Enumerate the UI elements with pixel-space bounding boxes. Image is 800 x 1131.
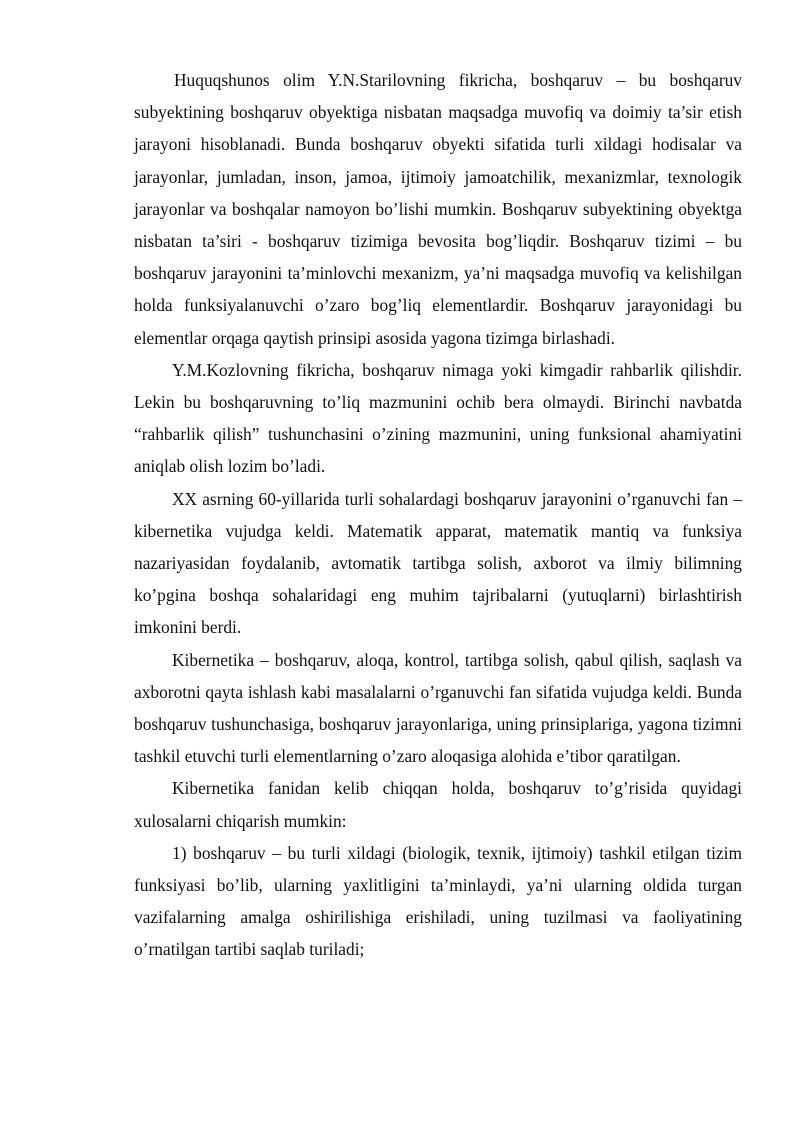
paragraph-starilov-definition: Huquqshunos olim Y.N.Starilovning fikricha, boshqaruv – bu boshqaruv subyektining boshqaruv obyektiga nisbatan maqsadga muvofiq va doimiy ta’sir etish jarayoni hisoblanadi. Bunda boshqaruv obyekti sifatida turli xildagi hodisalar va jarayonlar, jumladan, inson, jamoa, ijtimoiy jamoatchilik, mexanizmlar, texnologik jarayonlar va boshqalar namoyon bo’lishi mumkin. Boshqaruv subyektining obyektga nisbatan ta’siri - boshqaruv tizimiga bevosita bog’liqdir. Boshqaruv tizimi – bu boshqaruv jarayonini ta’minlovchi mexanizm, ya’ni maqsadga muvofiq va kelishilgan holda funksiyalanuvchi o’zaro bog’liq elementlardir. Boshqaruv jarayonidagi bu elementlar orqaga qaytish prinsipi asosida yagona tizimga birlashadi. bbox=[134, 70, 742, 348]
paragraph-conclusions-intro: Kibernetika fanidan kelib chiqqan holda, boshqaruv to’g’risida quyidagi xulosalarni chiqarish mumkin: bbox=[134, 778, 742, 831]
document-page bbox=[134, 64, 742, 966]
paragraph-conclusion-1: 1) boshqaruv – bu turli xildagi (biologik, texnik, ijtimoiy) tashkil etilgan tizim funksiyasi bo’lib, ularning yaxlitligini ta’minlaydi, ya’ni ularning oldida turgan vazifalarning amalga oshirilishiga erishiladi, uning tuzilmasi va faoliyatining o’rnatilgan tartibi saqlab turiladi; bbox=[134, 842, 742, 960]
paragraph-cybernetics-origin: XX asrning 60-yillarida turli sohalardagi boshqaruv jarayonini o’rganuvchi fan – kibernetika vujudga keldi. Matematik apparat, matematik mantiq va funksiya nazariyasidan foydalanib, avtomatik tartibga solish, axborot va ilmiy bilimning ko’pgina boshqa sohalaridagi eng muhim tajribalarni (yutuqlarni) birlashtirish imkonini berdi. bbox=[134, 488, 742, 638]
paragraph-cybernetics-definition: Kibernetika – boshqaruv, aloqa, kontrol, tartibga solish, qabul qilish, saqlash va axborotni qayta ishlash kabi masalalarni o’rganuvchi fan sifatida vujudga keldi. Bunda boshqaruv tushunchasiga, boshqaruv jarayonlariga, uning prinsiplariga, yagona tizimni tashkil etuvchi turli elementlarning o’zaro aloqasiga alohida e’tibor qaratilgan. bbox=[134, 649, 742, 767]
paragraph-kozlov-definition: Y.M.Kozlovning fikricha, boshqaruv nimaga yoki kimgadir rahbarlik qilishdir. Lekin bu boshqaruvning to’liq mazmunini ochib bera olmaydi. Birinchi navbatda “rahbarlik qilish” tushunchasini o’zining mazmunini, uning funksional ahamiyatini aniqlab olish lozim bo’ladi. bbox=[134, 359, 742, 477]
